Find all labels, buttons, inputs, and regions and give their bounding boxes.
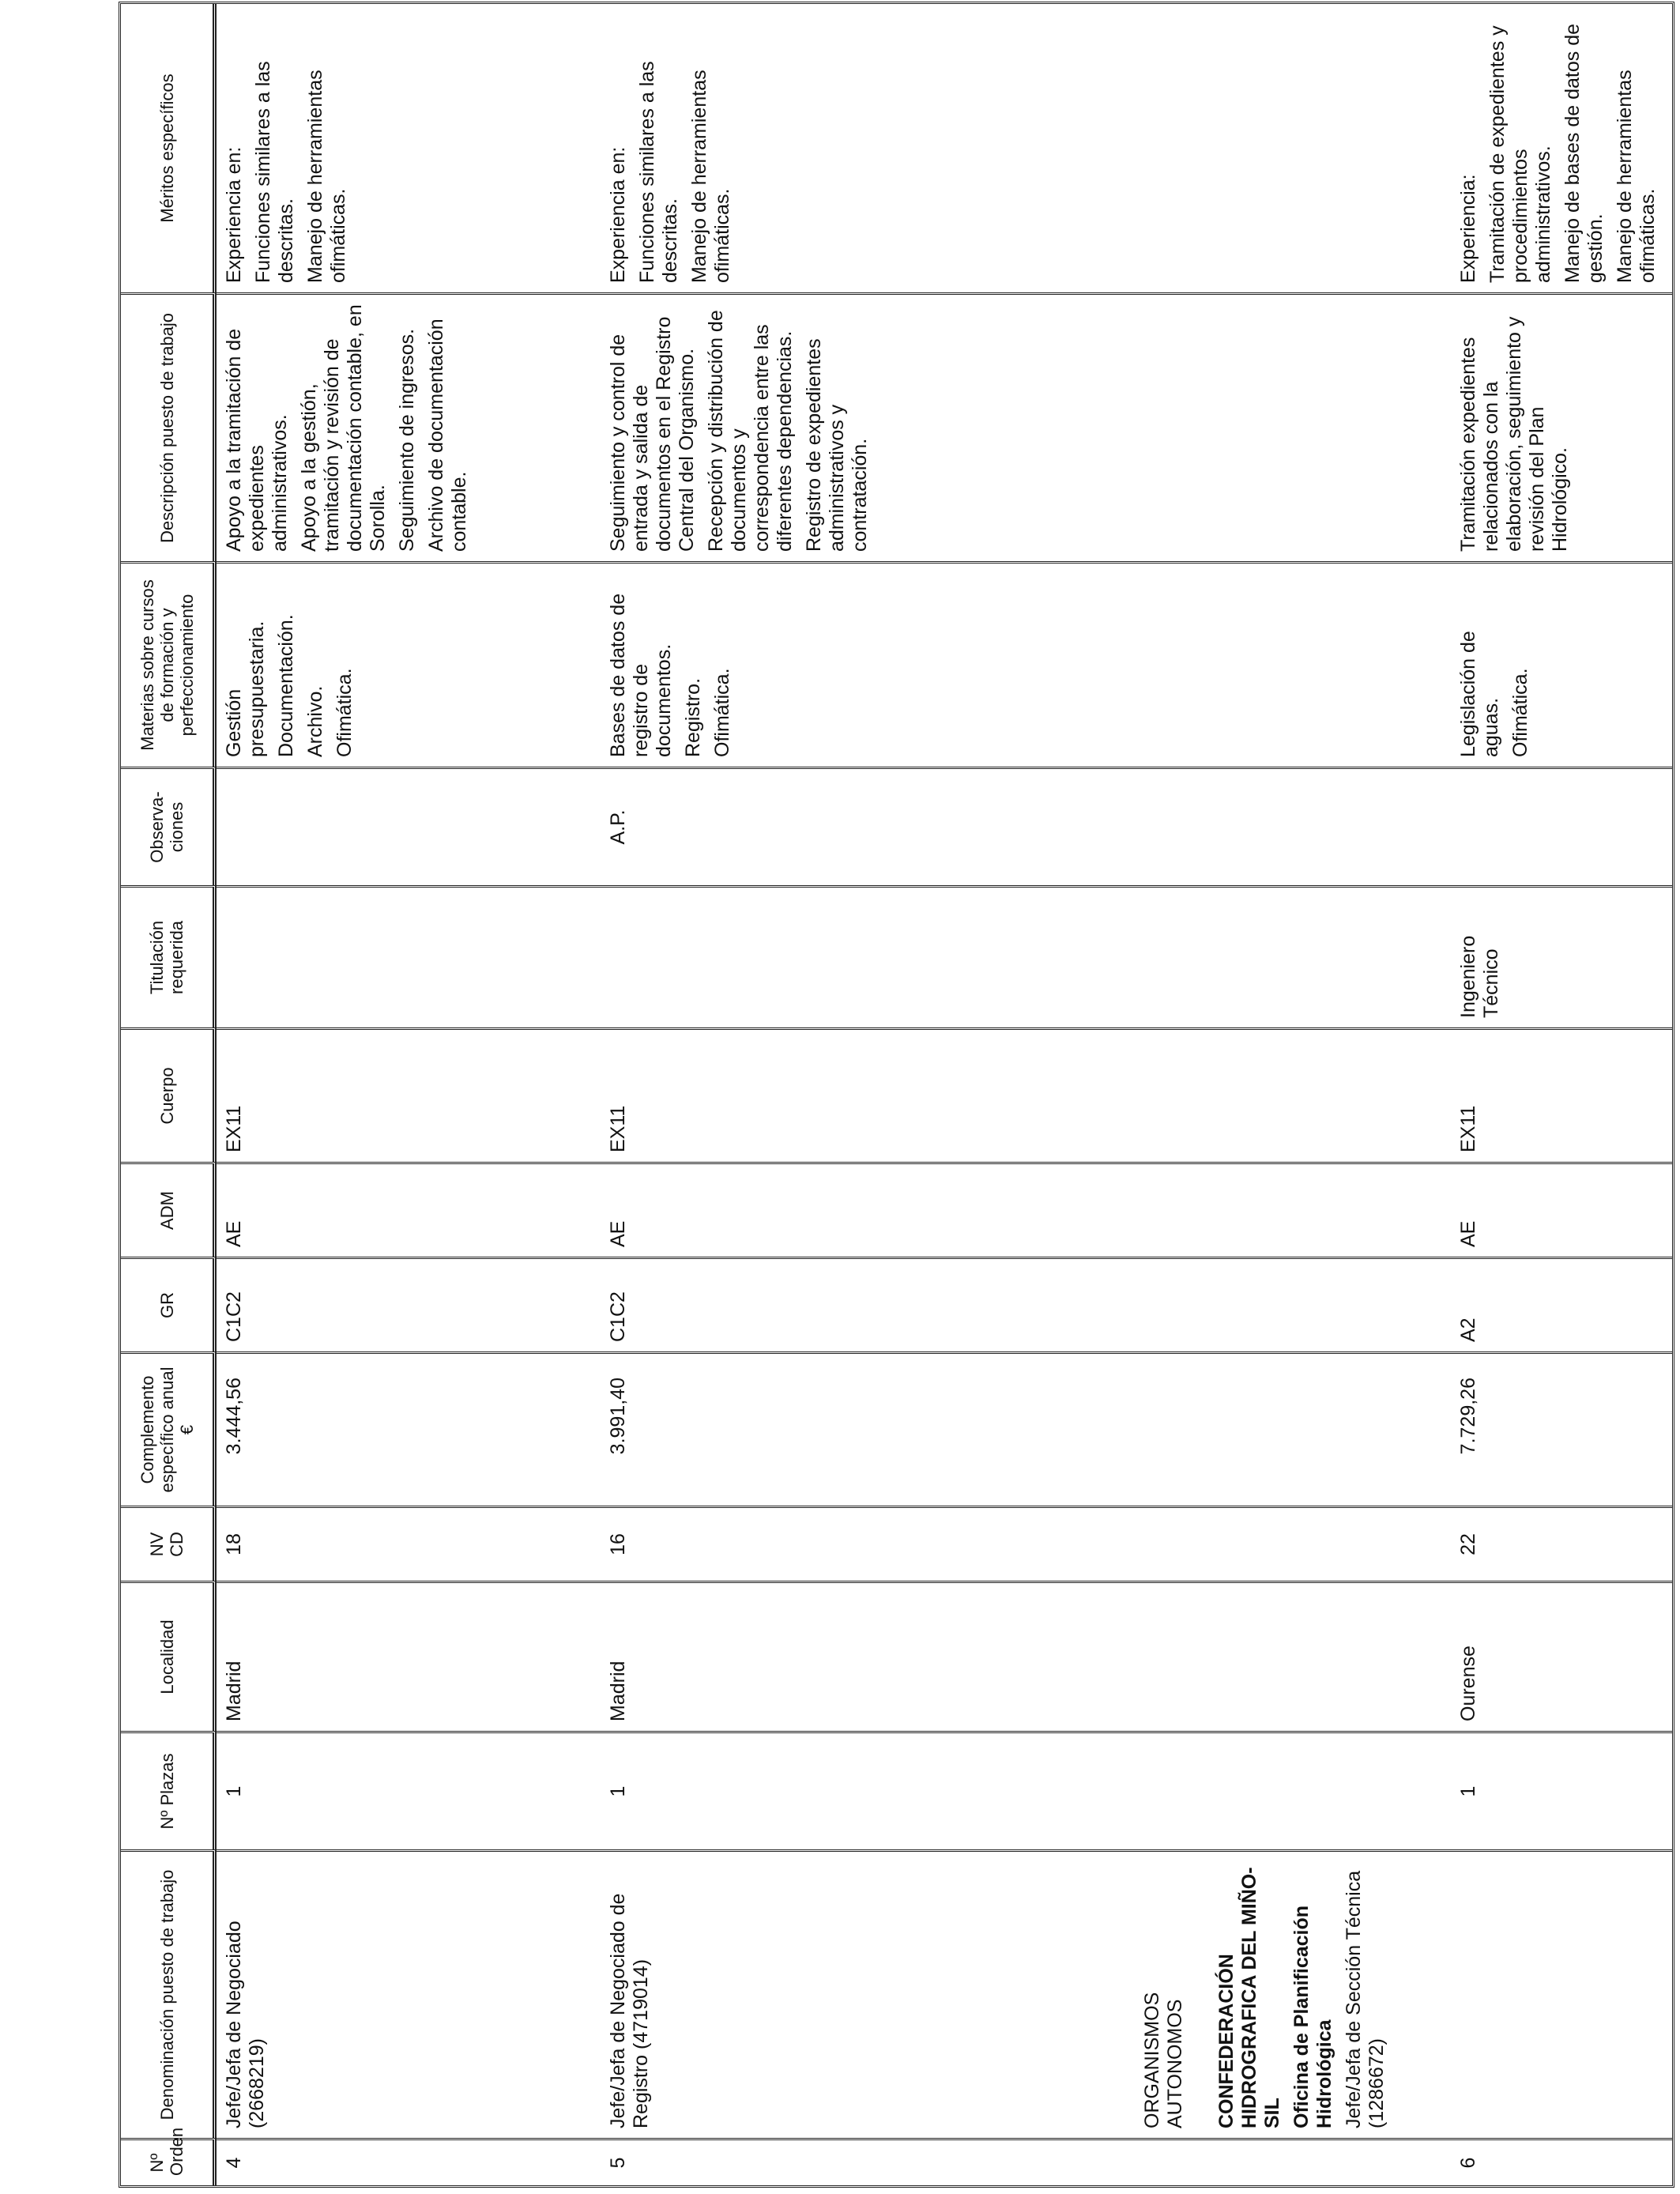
table-row <box>217 4 601 2185</box>
materia-item: Ofimática. <box>1509 668 1531 757</box>
cell-denominacion <box>969 1849 1672 2138</box>
cell-titulacion <box>969 885 1672 1027</box>
cell-meritos <box>601 4 969 292</box>
merito-item: Experiencia: <box>1457 174 1479 283</box>
grupo-value: A2 <box>1457 1318 1479 1342</box>
materia-item: Documentación. <box>275 614 297 757</box>
descripcion-item: Apoyo a la gestión, tramitación y revisión de documentación contable, en Sorolla. <box>298 304 389 552</box>
header-observaciones: Observa- ciones <box>121 767 217 885</box>
header-cuerpo: Cuerpo <box>121 1027 217 1162</box>
cell-grupo <box>969 1257 1672 1351</box>
header-adm: ADM <box>121 1162 217 1257</box>
cell-nivel: 16 <box>601 1506 969 1581</box>
header-nivel: NV CD <box>121 1506 217 1581</box>
header-plazas: Nº Plazas <box>121 1731 217 1849</box>
cell-titulacion <box>601 885 969 1027</box>
orden-value: 6 <box>1457 2157 1479 2169</box>
descripcion-item: Seguimiento y control de entrada y salida de documentos en el Registro Central del Organismo. <box>607 316 698 552</box>
merito-item: Manejo de herramientas ofimáticas. <box>688 70 733 283</box>
merito-item: Funciones similares a las descritas. <box>636 61 681 283</box>
cell-complemento <box>969 1351 1672 1506</box>
cell-nivel <box>969 1506 1672 1581</box>
cell-grupo: C1C2 <box>217 1257 601 1351</box>
descripcion-item: Tramitación expedientes relacionados con la elaboración, seguimiento y revisión del Plan Hidrológico. <box>1457 316 1571 552</box>
materia-item: Legislación de aguas. <box>1457 631 1502 757</box>
materia-item: Gestión presupuestaria. <box>223 620 268 757</box>
materia-item: Ofimática. <box>711 668 733 757</box>
materia-item: Ofimática. <box>333 668 356 757</box>
cell-titulacion <box>217 885 601 1027</box>
cell-observaciones: A.P. <box>601 767 969 885</box>
cell-cuerpo <box>969 1027 1672 1162</box>
cell-denominacion: Jefe/Jefa de Negociado (2668219) <box>217 1849 601 2138</box>
cell-denominacion: Jefe/Jefa de Negociado de Registro (4719014) <box>601 1849 969 2138</box>
header-descripcion: Descripción puesto de trabajo <box>121 292 217 561</box>
cell-meritos <box>969 4 1672 292</box>
cell-cuerpo: EX11 <box>217 1027 601 1162</box>
plazas-value: 1 <box>1457 1785 1479 1797</box>
cell-adm: AE <box>601 1162 969 1257</box>
descripcion-item: Seguimiento de ingresos. <box>396 328 418 552</box>
merito-item: Manejo de herramientas ofimáticas. <box>304 70 349 283</box>
cell-orden <box>969 2138 1672 2185</box>
table-row <box>969 4 1672 2185</box>
descripcion-item: Recepción y distribución de documentos y correspondencia entre las diferentes dependencias. <box>705 310 796 552</box>
cell-localidad: Madrid <box>217 1581 601 1731</box>
cell-cuerpo: EX11 <box>601 1027 969 1162</box>
section-header: ORGANISMOS AUTONOMOS <box>1141 1992 1186 2128</box>
merito-item: Experiencia en: <box>607 146 629 283</box>
cell-descripcion <box>969 292 1672 561</box>
cell-plazas: 1 <box>217 1731 601 1849</box>
denominacion-value: Jefe/Jefa de Sección Técnica (1286672) <box>1343 1870 1388 2128</box>
header-materias: Materias sobre cursos de formación y perfeccionamiento <box>121 561 217 767</box>
materia-item: Registro. <box>682 677 704 757</box>
titulacion-value: Ingeniero Técnico <box>1457 935 1502 1018</box>
header-titulacion: Titulación requerida <box>121 885 217 1027</box>
header-grupo: GR <box>121 1257 217 1351</box>
descripcion-item: Registro de expedientes administrativos y contratación. <box>803 338 871 552</box>
cell-nivel: 18 <box>217 1506 601 1581</box>
cell-materias <box>969 561 1672 767</box>
cell-localidad: Madrid <box>601 1581 969 1731</box>
materia-item: Bases de datos de registro de documentos. <box>607 593 675 757</box>
materia-item: Archivo. <box>304 685 326 757</box>
merito-item: Manejo de herramientas ofimáticas. <box>1614 70 1659 283</box>
cell-descripcion <box>601 292 969 561</box>
table-row <box>601 4 969 2185</box>
merito-item: Manejo de bases de datos de gestión. <box>1561 23 1607 283</box>
job-positions-table <box>119 2 1674 2188</box>
cell-adm <box>969 1162 1672 1257</box>
cell-materias <box>217 561 601 767</box>
descripcion-item: Archivo de documentación contable. <box>425 319 470 552</box>
cell-observaciones <box>969 767 1672 885</box>
descripcion-item: Apoyo a la tramitación de expedientes administrativos. <box>223 328 291 552</box>
cell-observaciones <box>217 767 601 885</box>
cell-meritos <box>217 4 601 292</box>
header-meritos: Méritos específicos <box>121 4 217 292</box>
merito-item: Tramitación de expedientes y procedimientos administrativos. <box>1486 25 1554 283</box>
cell-localidad <box>969 1581 1672 1731</box>
header-denominacion: Denominación puesto de trabajo <box>121 1849 217 2138</box>
section-org: CONFEDERACIÓN HIDROGRAFICA DEL MIÑO-SIL <box>1215 1867 1283 2128</box>
header-complemento: Complemento específico anual € <box>121 1351 217 1506</box>
header-row <box>121 4 217 2185</box>
localidad-value: Ourense <box>1457 1646 1479 1721</box>
merito-item: Experiencia en: <box>223 146 245 283</box>
section-unit: Oficina de Planificación Hidrológica <box>1290 1905 1335 2128</box>
complemento-value: 7.729,26 <box>1457 1378 1479 1455</box>
header-localidad: Localidad <box>121 1581 217 1731</box>
cuerpo-value: EX11 <box>1457 1105 1479 1152</box>
cell-plazas: 1 <box>601 1731 969 1849</box>
cell-grupo: C1C2 <box>601 1257 969 1351</box>
cell-complemento: 3.991,40 <box>601 1351 969 1506</box>
cell-orden: 4 <box>217 2138 601 2185</box>
cell-materias <box>601 561 969 767</box>
nivel-value: 22 <box>1457 1533 1479 1555</box>
rotated-table-page <box>119 6 1659 2188</box>
cell-plazas <box>969 1731 1672 1849</box>
cell-orden: 5 <box>601 2138 969 2185</box>
cell-complemento: 3.444,56 <box>217 1351 601 1506</box>
header-orden: Nº Orden <box>121 2138 217 2185</box>
merito-item: Funciones similares a las descritas. <box>252 61 297 283</box>
cell-adm: AE <box>217 1162 601 1257</box>
cell-descripcion <box>217 292 601 561</box>
adm-value: AE <box>1457 1220 1479 1247</box>
